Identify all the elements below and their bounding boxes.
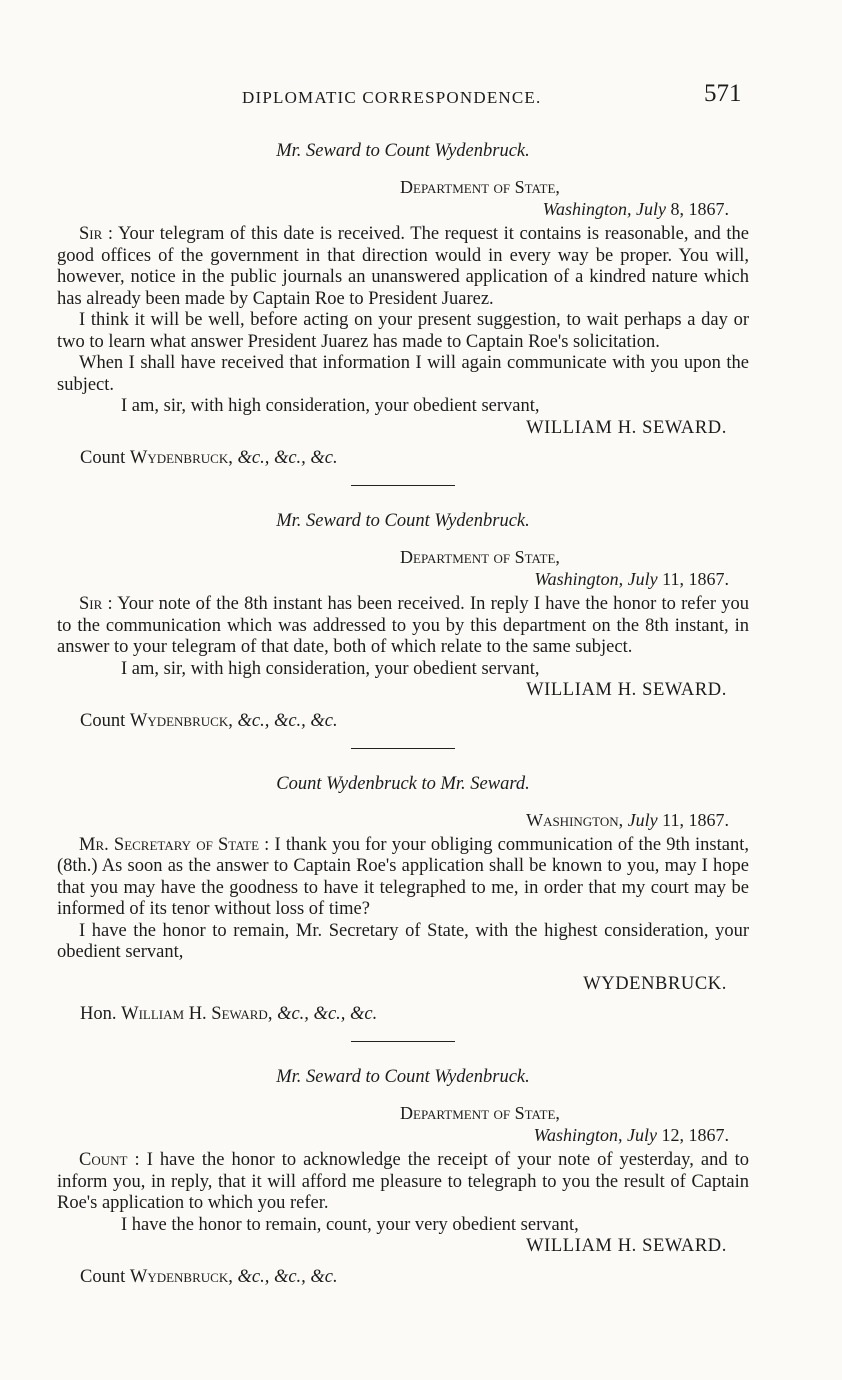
dateline-day-year: 11, 1867. [662,809,729,830]
addressee [57,1266,749,1288]
addressee-prefix: Count [80,710,126,731]
paragraph [57,835,749,921]
page-number: 571 [704,80,742,107]
signature: WILLIAM H. SEWARD. [526,1236,727,1256]
paragraph: When I shall have received that information I will again communicate with you upon the subject. [57,353,749,395]
dateline-day-year: 8, 1867. [670,199,729,219]
section-divider [351,485,455,486]
salutation: Count : [79,1150,140,1170]
paragraph [57,1150,749,1215]
letter-4 [57,1066,749,1288]
dateline-place: Washington, [542,199,632,219]
paragraph-text: Your telegram of this date is received. The request it contains is reasonable, and the good offices of the government in that direction would in every way be proper. You will, however, notice in the public journals an unanswered application of a kindred nature which has already been made by Captain Roe to President Juarez. [57,224,749,309]
letter-body [57,224,749,396]
addressee [57,710,749,732]
salutation: Sir : [79,224,114,244]
dateline [57,176,749,220]
page-header [0,80,842,120]
letter-body [57,835,749,964]
page-content [57,140,749,1288]
section-divider [351,748,455,749]
dateline [57,809,749,831]
letter-3 [57,773,749,1026]
letter-title: Mr. Seward to Count Wydenbruck. [276,141,530,161]
dateline-department: Department of State, [400,547,560,567]
signature: WILLIAM H. SEWARD. [526,417,727,438]
addressee-name: Wydenbruck, [129,1266,233,1287]
closing: I am, sir, with high consideration, your obedient servant, [121,396,540,416]
addressee-suffix: &c., &c., &c. [237,1266,338,1287]
signature: WYDENBRUCK. [583,973,727,994]
letter-title: Count Wydenbruck to Mr. Seward. [276,773,530,794]
addressee-name: Wydenbruck, [129,710,233,731]
addressee-name: William H. Seward, [121,1004,273,1024]
addressee-prefix: Count [80,448,126,468]
section-divider [351,1041,455,1042]
paragraph-text: I thank you for your obliging communication of the 9th instant, (8th.) As soon as the answer to Captain Roe's application shall be known to you, may I hope that you may have the goodness to have it telegraphed to me, in order that my court may be informed of its tenor without loss of time? [57,834,749,919]
signature: WILLIAM H. SEWARD. [526,680,727,700]
addressee-prefix: Hon. [80,1004,117,1024]
addressee [57,1003,749,1025]
dateline-department: Department of State, [400,1103,560,1123]
paragraph-text: I have the honor to acknowledge the receipt of your note of yesterday, and to inform you, in reply, that it will afford me pleasure to telegraph to you the result of Captain Roe's application to which you refer. [57,1150,750,1213]
addressee-suffix: &c., &c., &c. [277,1004,378,1024]
closing: I am, sir, with high consideration, your obedient servant, [121,658,540,679]
dateline-place-date [57,568,749,590]
salutation: Mr. Secretary of State : [79,834,270,855]
addressee-suffix: &c., &c., &c. [237,710,338,731]
dateline-place: Washington, [533,1125,623,1145]
salutation: Sir : [79,594,113,614]
letter-1 [57,140,749,469]
paragraph: I think it will be well, before acting on your present suggestion, to wait perhaps a day or two to learn what answer President Juarez has made to Captain Roe's solicitation. [57,310,749,352]
addressee-name: Wydenbruck, [129,448,233,468]
addressee-prefix: Count [80,1266,126,1287]
closing: I have the honor to remain, count, your very obedient servant, [121,1214,579,1235]
paragraph [57,224,749,310]
dateline-place-date [57,1124,749,1146]
letter-body [57,1150,749,1215]
dateline [57,1102,749,1146]
letter-body [57,594,749,659]
addressee-suffix: &c., &c., &c. [237,448,338,468]
paragraph [57,594,749,659]
dateline-month: July [627,809,658,830]
letter-2 [57,510,749,732]
dateline-month: July [636,199,666,219]
dateline [57,546,749,590]
addressee [57,447,749,469]
dateline-place-date [57,198,749,220]
dateline-day-year: 11, 1867. [662,569,729,589]
dateline-department: Department of State, [400,177,560,197]
dateline-month: July [627,1125,657,1145]
running-head: DIPLOMATIC CORRESPONDENCE. [242,88,542,107]
dateline-day-year: 12, 1867. [661,1125,729,1145]
letter-title: Mr. Seward to Count Wydenbruck. [276,1067,530,1087]
letter-title: Mr. Seward to Count Wydenbruck. [276,511,530,531]
paragraph: I have the honor to remain, Mr. Secretary of State, with the highest consideration, your obedient servant, [57,920,749,962]
dateline-month: July [627,569,658,589]
paragraph-text: Your note of the 8th instant has been received. In reply I have the honor to refer you to the communication which was addressed to you by this department on the 8th instant, in answer to your telegram of that date, both of which relate to the same subject. [57,594,749,657]
dateline-place: Washington, [534,569,624,589]
dateline-place: Washington, [526,809,624,830]
